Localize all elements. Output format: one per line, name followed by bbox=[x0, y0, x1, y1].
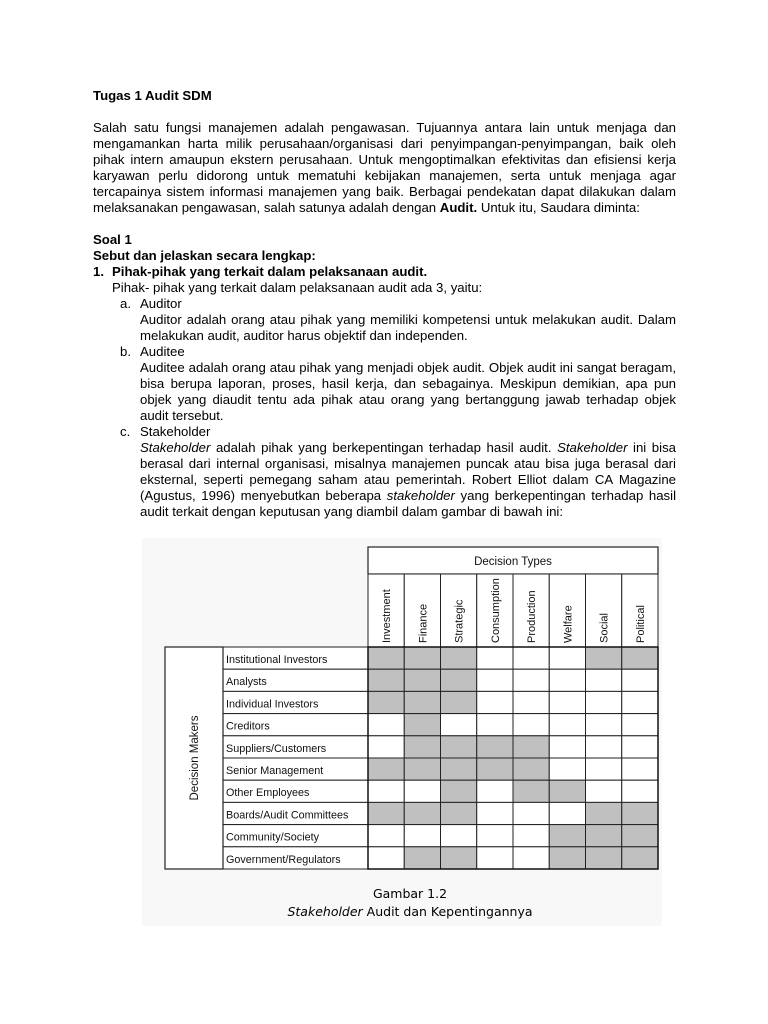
matrix-cell bbox=[477, 825, 513, 847]
matrix-cell bbox=[586, 780, 622, 802]
item-body-auditor: Auditor adalah orang atau pihak yang memiliki kompetensi untuk melakukan audit. Dalam melakukan audit, auditor harus objektif dan independen. bbox=[140, 312, 676, 343]
column-label: Social bbox=[598, 613, 611, 643]
matrix-cell bbox=[549, 691, 585, 713]
matrix-cell bbox=[477, 691, 513, 713]
item-letter: a. bbox=[120, 296, 131, 311]
matrix-cell bbox=[441, 669, 477, 691]
matrix-cell bbox=[586, 847, 622, 869]
soal-heading: Soal 1 bbox=[93, 232, 132, 247]
list-item-auditor bbox=[93, 296, 676, 312]
matrix-cell bbox=[368, 825, 404, 847]
caption-number: Gambar 1.2 bbox=[372, 886, 448, 901]
column-label: Welfare bbox=[562, 605, 575, 643]
row-label: Analysts bbox=[226, 676, 267, 689]
stakeholder-text-2: ini bisa berasal dari internal organisasi, misalnya manajemen puncak atau bisa juga berasal dari eksternal, seperti pemegang saham atau pemerintah. Robert Elliot dalam CA Magazine (Agustus, 1996) menyebutkan beberapa bbox=[140, 440, 677, 503]
item-body-stakeholder bbox=[93, 440, 676, 520]
item-label: Stakeholder bbox=[140, 424, 211, 439]
matrix-cell bbox=[622, 847, 658, 869]
matrix-cell bbox=[441, 691, 477, 713]
matrix-cell bbox=[513, 647, 549, 669]
item-label: Auditee bbox=[140, 344, 185, 359]
matrix-cell bbox=[622, 825, 658, 847]
decision-makers-label: Decision Makers bbox=[189, 715, 201, 801]
matrix-cell bbox=[622, 758, 658, 780]
matrix-cell bbox=[513, 714, 549, 736]
row-label: Institutional Investors bbox=[226, 654, 328, 666]
column-label: Production bbox=[526, 590, 539, 643]
matrix-cell bbox=[586, 802, 622, 824]
question-1 bbox=[93, 264, 676, 280]
matrix-cell bbox=[477, 802, 513, 824]
row-label: Community/Society bbox=[226, 831, 320, 844]
matrix-cell bbox=[441, 825, 477, 847]
matrix-cell bbox=[441, 780, 477, 802]
row-label: Suppliers/Customers bbox=[226, 742, 327, 755]
matrix-cell bbox=[549, 669, 585, 691]
intro-text-a: Salah satu fungsi manajemen adalah pengawasan. Tujuannya antara lain untuk menjaga dan mengamankan harta milik perusahaan/organisasi dari penyimpangan-penyimpangan, baik oleh pihak intern amaupun ekstern perusahaan. Untuk mengoptimalkan efektivitas dan efisiensi kerja karyawan perlu didorong untuk mematuhi kebijakan manajemen, serta untuk menjaga agar tercapainya sistem informasi manajemen yang baik. Berbagai pendekatan dapat dilakukan dalam melaksanakan pengawasan, salah satunya adalah dengan bbox=[93, 120, 676, 215]
matrix-cell bbox=[513, 691, 549, 713]
decision-types-header: Decision Types bbox=[474, 556, 552, 568]
matrix-cell bbox=[404, 802, 440, 824]
document-body bbox=[93, 88, 676, 520]
matrix-cell bbox=[622, 669, 658, 691]
matrix-cell bbox=[441, 714, 477, 736]
matrix-cell bbox=[622, 736, 658, 758]
item-label: Auditor bbox=[140, 296, 182, 311]
intro-bold-word: Audit. bbox=[439, 200, 478, 215]
matrix-cell bbox=[368, 647, 404, 669]
matrix-cell bbox=[513, 736, 549, 758]
em-stakeholder-2: Stakeholder bbox=[557, 440, 628, 455]
matrix-cell bbox=[368, 691, 404, 713]
matrix-cell bbox=[368, 669, 404, 691]
matrix-cell bbox=[404, 714, 440, 736]
question-number: 1. bbox=[93, 264, 104, 279]
caption-title bbox=[140, 904, 680, 919]
column-label: Consumption bbox=[489, 578, 502, 643]
item-body-auditee: Auditee adalah orang atau pihak yang menjadi objek audit. Objek audit ini sangat beragam, bisa berupa laporan, proses, hasil kerja, dan sebagainya. Meskipun demikian, apa pun objek yang diaudit tentu ada pihak atau orang yang bertanggung jawab terhadap objek audit tersebut. bbox=[140, 360, 676, 423]
matrix-cell bbox=[477, 736, 513, 758]
row-label: Creditors bbox=[226, 720, 270, 733]
matrix-cell bbox=[586, 736, 622, 758]
matrix-cell bbox=[549, 758, 585, 780]
matrix-cell bbox=[477, 647, 513, 669]
matrix-cell bbox=[404, 669, 440, 691]
matrix-cell bbox=[441, 847, 477, 869]
item-letter: c. bbox=[120, 424, 131, 439]
column-label: Finance bbox=[417, 603, 430, 643]
matrix-cell bbox=[404, 647, 440, 669]
matrix-cell bbox=[622, 691, 658, 713]
matrix-cell bbox=[441, 647, 477, 669]
caption-em: Stakeholder bbox=[287, 904, 363, 919]
matrix-cell bbox=[477, 780, 513, 802]
matrix-cell bbox=[404, 758, 440, 780]
matrix-cell bbox=[477, 714, 513, 736]
matrix-cell bbox=[622, 802, 658, 824]
question-intro: Pihak- pihak yang terkait dalam pelaksanaan audit ada 3, yaitu: bbox=[112, 280, 483, 295]
matrix-cell bbox=[549, 647, 585, 669]
item-letter: b. bbox=[120, 344, 131, 359]
list-item-auditee bbox=[93, 344, 676, 360]
stakeholder-text-1: adalah pihak yang berkepentingan terhadap hasil audit. bbox=[210, 440, 558, 455]
matrix-cell bbox=[404, 847, 440, 869]
matrix-cell bbox=[513, 780, 549, 802]
matrix-cell bbox=[513, 825, 549, 847]
matrix-cell bbox=[441, 758, 477, 780]
matrix-cell bbox=[477, 847, 513, 869]
matrix-cell bbox=[586, 647, 622, 669]
matrix-cell bbox=[622, 647, 658, 669]
matrix-cell bbox=[404, 825, 440, 847]
matrix-cell bbox=[549, 780, 585, 802]
caption-rest: Audit dan Kepentingannya bbox=[362, 904, 533, 919]
matrix-cell bbox=[586, 758, 622, 780]
row-label: Senior Management bbox=[226, 765, 324, 777]
column-label: Investment bbox=[381, 589, 394, 643]
intro-text-b: Untuk itu, Saudara diminta: bbox=[477, 200, 640, 215]
soal-instruction: Sebut dan jelaskan secara lengkap: bbox=[93, 248, 316, 263]
row-label: Individual Investors bbox=[226, 698, 319, 711]
em-stakeholder-3: stakeholder bbox=[386, 488, 455, 503]
row-label: Other Employees bbox=[226, 787, 310, 800]
matrix-cell bbox=[549, 825, 585, 847]
row-label: Boards/Audit Committees bbox=[226, 809, 349, 822]
column-label: Political bbox=[634, 605, 647, 643]
decision-matrix-diagram bbox=[142, 538, 662, 926]
matrix-cell bbox=[368, 736, 404, 758]
matrix-cell bbox=[441, 736, 477, 758]
matrix-cell bbox=[368, 714, 404, 736]
list-item-stakeholder bbox=[93, 424, 676, 440]
matrix-cell bbox=[549, 736, 585, 758]
matrix-cell bbox=[622, 714, 658, 736]
matrix-cell bbox=[549, 714, 585, 736]
matrix-cell bbox=[549, 847, 585, 869]
matrix-cell bbox=[513, 802, 549, 824]
em-stakeholder-1: Stakeholder bbox=[140, 440, 211, 455]
matrix-cell bbox=[586, 714, 622, 736]
matrix-cell bbox=[368, 758, 404, 780]
matrix-cell bbox=[549, 802, 585, 824]
matrix-cell bbox=[586, 691, 622, 713]
matrix-cell bbox=[441, 802, 477, 824]
question-text: Pihak-pihak yang terkait dalam pelaksanaan audit. bbox=[112, 264, 428, 279]
matrix-cell bbox=[513, 669, 549, 691]
matrix-cell bbox=[477, 758, 513, 780]
matrix-cell bbox=[477, 669, 513, 691]
matrix-cell bbox=[586, 669, 622, 691]
matrix-cell bbox=[368, 847, 404, 869]
matrix-cell bbox=[513, 847, 549, 869]
stakeholder-text-3: yang berkepentingan terhadap hasil audit terkait dengan keputusan yang diambil dalam gambar di bawah ini: bbox=[140, 488, 677, 519]
column-label: Strategic bbox=[453, 599, 466, 643]
row-label: Government/Regulators bbox=[226, 853, 341, 866]
stakeholder-decision-figure bbox=[142, 538, 662, 926]
matrix-cell bbox=[404, 736, 440, 758]
document-title: Tugas 1 Audit SDM bbox=[93, 88, 212, 103]
intro-paragraph bbox=[93, 120, 676, 216]
matrix-cell bbox=[513, 758, 549, 780]
matrix-cell bbox=[586, 825, 622, 847]
matrix-cell bbox=[368, 802, 404, 824]
matrix-cell bbox=[404, 691, 440, 713]
matrix-cell bbox=[622, 780, 658, 802]
matrix-cell bbox=[404, 780, 440, 802]
matrix-cell bbox=[368, 780, 404, 802]
